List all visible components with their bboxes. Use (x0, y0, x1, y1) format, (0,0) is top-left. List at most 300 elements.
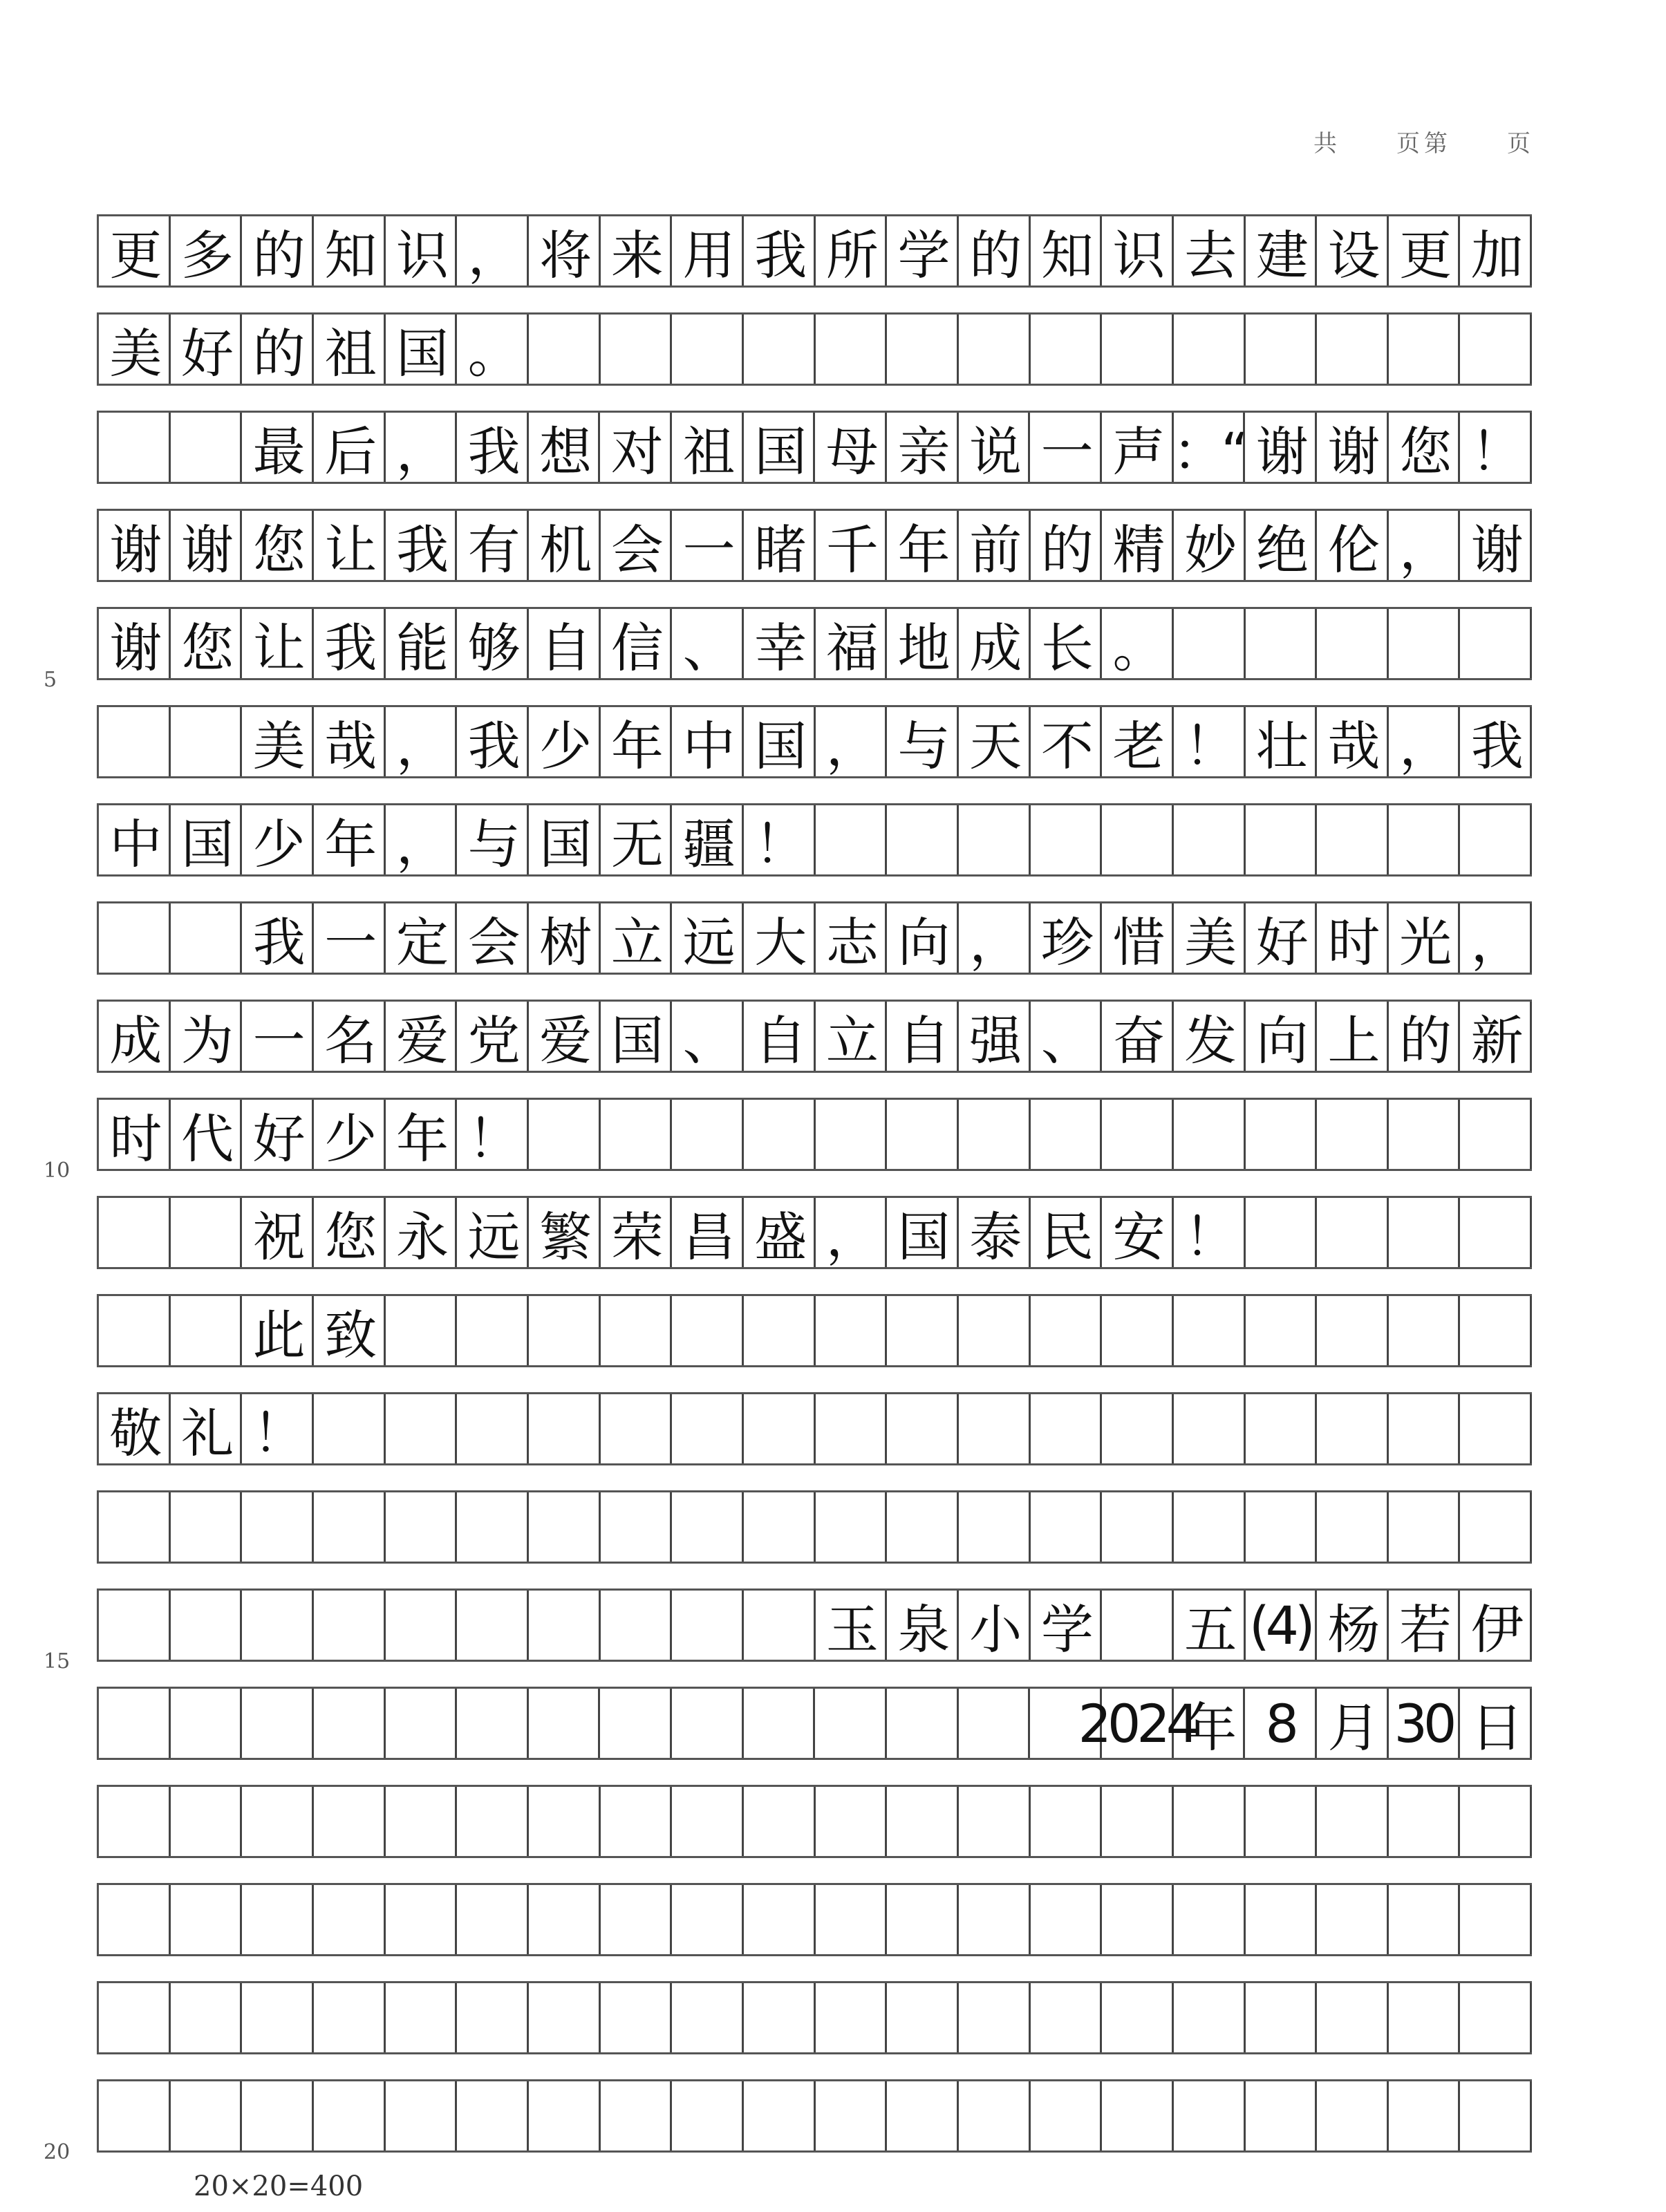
grid-cell: 致 (314, 1296, 386, 1365)
line-number: 20 (44, 2140, 71, 2164)
grid-cell (1102, 1885, 1174, 1954)
grid-cell: 的 (242, 216, 314, 285)
grid-cell: 来 (601, 216, 673, 285)
grid-cell: ， (386, 707, 458, 776)
grid-cell (314, 1689, 386, 1758)
grid-cell (171, 1689, 243, 1758)
grid-cell (457, 1492, 529, 1562)
grid-cell (815, 1689, 887, 1758)
grid-cell (1102, 1787, 1174, 1856)
grid-cell: 去 (1174, 216, 1246, 285)
grid-cell (744, 1492, 816, 1562)
grid-cell: 加 (1460, 216, 1532, 285)
grid-cell: 礼 (171, 1394, 243, 1463)
grid-cell: 自 (887, 1002, 959, 1071)
grid-row (44, 1098, 1532, 1183)
grid-cell: 定 (386, 903, 458, 973)
page-counter-header: 共 页第 页 (1313, 130, 1535, 158)
grid-cell: 敬 (99, 1394, 171, 1463)
grid-cell (1317, 1885, 1389, 1954)
grid-row (44, 2079, 1532, 2164)
grid-cell (1460, 1492, 1532, 1562)
grid-cell: 泉 (887, 1591, 959, 1660)
grid-cell (99, 2081, 171, 2150)
grid-cell (601, 1100, 673, 1169)
grid-cell (1031, 1100, 1103, 1169)
grid-cell (887, 1983, 959, 2052)
grid-cell: 强 (959, 1002, 1031, 1071)
grid-cell (1174, 315, 1246, 384)
grid-cell: 信 (601, 609, 673, 678)
grid-cell (1246, 2081, 1318, 2150)
grid-cell: 五 (1174, 1591, 1246, 1660)
grid-cell (1460, 1100, 1532, 1169)
grid-row (97, 509, 1532, 582)
grid-cell (816, 1787, 888, 1856)
grid-cell (959, 1689, 1031, 1758)
grid-cell: 知 (314, 216, 386, 285)
grid-cell (1246, 1100, 1318, 1169)
grid-cell (601, 1296, 673, 1365)
grid-cell (386, 1492, 458, 1562)
grid-cell (744, 1983, 816, 2052)
grid-cell: 美 (242, 707, 314, 776)
grid-cell: 识 (386, 216, 458, 285)
grid-cell (1174, 1100, 1246, 1169)
grid-cell (1389, 1100, 1461, 1169)
grid-cell: 您 (1389, 413, 1461, 482)
grid-cell (887, 2081, 959, 2150)
grid-cell (1317, 1787, 1389, 1856)
grid-cell: 您 (171, 609, 243, 678)
grid-cell (386, 2081, 458, 2150)
grid-row (97, 411, 1532, 484)
grid-cell: 天 (959, 707, 1031, 776)
grid-cell: 地 (887, 609, 959, 678)
line-number: 10 (44, 1159, 71, 1183)
grid-cell: 祝 (242, 1198, 314, 1267)
grid-cell (171, 707, 243, 776)
grid-cell: 睹 (744, 511, 816, 580)
grid-cell: 大 (744, 903, 816, 973)
grid-cell (1389, 609, 1461, 678)
composition-grid (44, 214, 1532, 2177)
grid-cell: 珍 (1031, 903, 1103, 973)
grid-cell (171, 1885, 243, 1954)
grid-cell: 我 (242, 903, 314, 973)
grid-cell (601, 1885, 673, 1954)
grid-cell (959, 1100, 1031, 1169)
grid-cell (242, 1885, 314, 1954)
grid-cell: 谢 (1245, 413, 1317, 482)
grid-cell (1102, 1591, 1174, 1660)
grid-cell (1460, 609, 1532, 678)
grid-cell (1389, 2081, 1461, 2150)
grid-cell: 够 (457, 609, 529, 678)
grid-cell (959, 1296, 1031, 1365)
grid-cell: 昌 (672, 1198, 744, 1267)
grid-cell: 一 (242, 1002, 314, 1071)
grid-cell (529, 1492, 601, 1562)
grid-cell: 永 (386, 1198, 458, 1267)
grid-cell: ！ (1174, 707, 1246, 776)
grid-cell: 一 (314, 903, 386, 973)
grid-cell (1460, 2081, 1532, 2150)
grid-cell (672, 1100, 744, 1169)
grid-cell: 声 (1102, 413, 1174, 482)
grid-cell: 远 (457, 1198, 529, 1267)
grid-cell (672, 1394, 744, 1463)
grid-cell (99, 1689, 171, 1758)
grid-cell: 与 (887, 707, 959, 776)
grid-cell (887, 1394, 959, 1463)
grid-cell: 的 (1389, 1002, 1461, 1071)
grid-cell: 国 (601, 1002, 673, 1071)
grid-cell (887, 1689, 959, 1758)
grid-cell (1460, 1787, 1532, 1856)
grid-cell: 精 (1102, 511, 1174, 580)
grid-row (44, 607, 1532, 692)
grid-cell (816, 315, 888, 384)
grid-cell: 更 (1389, 216, 1461, 285)
grid-cell: 向 (1246, 1002, 1318, 1071)
grid-cell: ， (386, 805, 458, 874)
grid-cell: 亲 (887, 413, 959, 482)
grid-cell: 说 (959, 413, 1031, 482)
grid-cell: ！ (1174, 1198, 1246, 1267)
grid-cell (816, 1100, 888, 1169)
grid-cell: 少 (242, 805, 314, 874)
grid-cell: 自 (529, 609, 601, 678)
grid-cell (601, 2081, 673, 2150)
grid-cell: 用 (672, 216, 744, 285)
grid-cell: 更 (99, 216, 171, 285)
grid-row (97, 1196, 1532, 1269)
grid-cell: 机 (529, 511, 601, 580)
grid-cell (816, 1885, 888, 1954)
grid-cell: ！ (744, 805, 816, 874)
grid-cell (386, 1689, 458, 1758)
grid-cell: 光 (1389, 903, 1461, 973)
grid-cell (1174, 1296, 1246, 1365)
grid-cell (816, 805, 888, 874)
grid-cell: ！ (457, 1100, 529, 1169)
grid-cell: 杨 (1317, 1591, 1389, 1660)
grid-cell: 立 (816, 1002, 888, 1071)
grid-row (97, 1294, 1532, 1367)
grid-cell: 能 (386, 609, 458, 678)
grid-cell (99, 413, 171, 482)
grid-cell (1389, 1198, 1461, 1267)
grid-cell: 祖 (672, 413, 744, 482)
grid-cell: 为 (171, 1002, 243, 1071)
grid-row (97, 1490, 1532, 1564)
grid-cell (242, 1983, 314, 2052)
grid-cell (99, 1492, 171, 1562)
grid-cell (171, 1983, 243, 2052)
grid-cell: 美 (99, 315, 171, 384)
grid-cell: 代 (171, 1100, 243, 1169)
grid-cell: 国 (171, 805, 243, 874)
grid-cell: 后 (314, 413, 386, 482)
grid-cell (314, 1591, 386, 1660)
grid-cell (672, 1296, 744, 1365)
grid-cell (1460, 1394, 1532, 1463)
line-number: 15 (44, 1649, 71, 1674)
grid-cell (457, 1394, 529, 1463)
grid-cell: 党 (457, 1002, 529, 1071)
grid-cell (600, 1689, 672, 1758)
grid-size-footer: 20×20=400 (194, 2171, 364, 2202)
grid-cell: 繁 (529, 1198, 601, 1267)
grid-cell: 月 (1317, 1689, 1389, 1758)
grid-cell (959, 1885, 1031, 1954)
grid-cell (386, 1787, 458, 1856)
grid-row (97, 901, 1532, 975)
grid-cell (744, 2081, 816, 2150)
grid-cell (1031, 1492, 1103, 1562)
grid-cell: 安 (1102, 1198, 1174, 1267)
grid-cell: 一 (672, 511, 744, 580)
grid-cell (816, 1296, 888, 1365)
grid-cell (99, 1787, 171, 1856)
grid-cell (887, 1885, 959, 1954)
grid-cell (744, 1591, 816, 1660)
grid-cell: 建 (1246, 216, 1318, 285)
grid-cell (1174, 1394, 1246, 1463)
grid-cell (1102, 2081, 1174, 2150)
grid-cell (744, 1100, 816, 1169)
grid-cell: 有 (457, 511, 529, 580)
grid-cell: 我 (744, 216, 816, 285)
grid-cell: ， (386, 413, 458, 482)
grid-cell (457, 1885, 529, 1954)
grid-row (97, 803, 1532, 877)
grid-cell: 小 (959, 1591, 1031, 1660)
grid-cell (1389, 1296, 1461, 1365)
grid-cell (1102, 1983, 1174, 2052)
grid-row (44, 1588, 1532, 1674)
grid-cell (887, 1100, 959, 1169)
grid-cell (386, 1296, 458, 1365)
grid-cell: 民 (1031, 1198, 1103, 1267)
grid-cell: 年 (386, 1100, 458, 1169)
grid-cell: 我 (386, 511, 458, 580)
grid-cell: 所 (816, 216, 888, 285)
grid-cell: 志 (816, 903, 888, 973)
grid-cell: 泰 (959, 1198, 1031, 1267)
grid-cell: 发 (1174, 1002, 1246, 1071)
grid-cell (171, 2081, 243, 2150)
grid-cell (1102, 1492, 1174, 1562)
grid-cell (171, 1492, 243, 1562)
grid-cell (672, 1492, 744, 1562)
line-number: 5 (44, 668, 57, 692)
grid-cell (1031, 1787, 1103, 1856)
grid-cell (1031, 1983, 1103, 2052)
grid-cell: 福 (816, 609, 888, 678)
grid-cell: 爱 (386, 1002, 458, 1071)
grid-cell (314, 1983, 386, 2052)
grid-cell (601, 315, 673, 384)
grid-cell: 。 (1102, 609, 1174, 678)
grid-cell (816, 1983, 888, 2052)
grid-cell (457, 1787, 529, 1856)
grid-cell: 国 (744, 413, 816, 482)
grid-cell (1174, 1983, 1246, 2052)
grid-cell (1174, 805, 1246, 874)
grid-cell: ：“ (1174, 413, 1246, 482)
grid-cell (242, 1787, 314, 1856)
grid-cell (601, 1787, 673, 1856)
grid-cell (1317, 1198, 1389, 1267)
grid-cell (887, 1787, 959, 1856)
grid-cell: 成 (99, 1002, 171, 1071)
grid-cell: 多 (171, 216, 243, 285)
grid-row (97, 214, 1532, 288)
grid-cell (744, 1787, 816, 1856)
grid-cell: ！ (242, 1394, 314, 1463)
grid-row (97, 705, 1532, 778)
grid-cell: 名 (314, 1002, 386, 1071)
grid-cell (171, 1296, 243, 1365)
grid-cell (887, 1296, 959, 1365)
grid-cell: 我 (457, 413, 529, 482)
grid-cell: 伊 (1460, 1591, 1532, 1660)
grid-cell (1246, 1492, 1318, 1562)
grid-cell (1317, 1983, 1389, 2052)
grid-cell (1389, 1492, 1461, 1562)
grid-cell (457, 1689, 529, 1758)
grid-cell (314, 1492, 386, 1562)
grid-cell: 国 (744, 707, 816, 776)
grid-cell (242, 1689, 314, 1758)
grid-cell (887, 1492, 959, 1562)
grid-cell (672, 1689, 744, 1758)
grid-cell: 好 (1246, 903, 1318, 973)
grid-cell: 祖 (314, 315, 386, 384)
grid-cell: 无 (601, 805, 673, 874)
grid-cell: 好 (171, 315, 243, 384)
grid-cell (744, 1296, 816, 1365)
grid-cell: 对 (600, 413, 672, 482)
grid-cell (386, 1885, 458, 1954)
grid-cell: ， (1460, 903, 1532, 973)
grid-cell (1389, 1983, 1461, 2052)
grid-cell (99, 707, 171, 776)
grid-cell: 年 (314, 805, 386, 874)
grid-cell (672, 315, 744, 384)
grid-cell: ， (816, 1198, 888, 1267)
grid-cell (457, 1591, 529, 1660)
grid-cell (1174, 1787, 1246, 1856)
grid-cell: 伦 (1317, 511, 1389, 580)
grid-cell: 、 (672, 609, 744, 678)
grid-cell: 年 (1174, 1689, 1246, 1758)
grid-cell (99, 1885, 171, 1954)
grid-cell (99, 1296, 171, 1365)
grid-cell (1174, 2081, 1246, 2150)
grid-cell (529, 1983, 601, 2052)
grid-cell: (4) (1246, 1591, 1318, 1660)
grid-cell (99, 1591, 171, 1660)
grid-cell: 母 (815, 413, 887, 482)
grid-cell: 奋 (1102, 1002, 1174, 1071)
grid-cell (887, 805, 959, 874)
grid-cell (959, 805, 1031, 874)
grid-cell (314, 1885, 386, 1954)
grid-row (97, 1785, 1532, 1858)
grid-cell: 知 (1031, 216, 1103, 285)
grid-cell (744, 1689, 816, 1758)
grid-cell: 前 (959, 511, 1031, 580)
grid-cell (1460, 1198, 1532, 1267)
grid-cell: 我 (314, 609, 386, 678)
grid-cell (1460, 1885, 1532, 1954)
grid-cell (99, 903, 171, 973)
grid-cell (1031, 1296, 1103, 1365)
grid-cell: 学 (887, 216, 959, 285)
grid-cell: ， (959, 903, 1031, 973)
grid-cell: ， (1389, 511, 1461, 580)
grid-cell: 盛 (744, 1198, 816, 1267)
grid-cell (1102, 315, 1174, 384)
grid-cell (959, 1787, 1031, 1856)
grid-cell (242, 1591, 314, 1660)
grid-cell: 谢 (99, 609, 171, 678)
grid-cell (887, 315, 959, 384)
grid-cell (1246, 1983, 1318, 2052)
grid-cell: 哉 (314, 707, 386, 776)
grid-cell: 疆 (672, 805, 744, 874)
grid-cell (529, 2081, 601, 2150)
grid-cell (1246, 1198, 1318, 1267)
grid-cell (1460, 1983, 1532, 2052)
grid-cell (672, 1885, 744, 1954)
grid-cell (529, 1689, 601, 1758)
grid-cell: 将 (529, 216, 601, 285)
grid-cell: 老 (1102, 707, 1174, 776)
grid-cell (959, 2081, 1031, 2150)
grid-cell: 谢 (1460, 511, 1532, 580)
grid-cell (99, 1198, 171, 1267)
grid-cell: 您 (242, 511, 314, 580)
grid-cell (1102, 1296, 1174, 1365)
grid-cell (1317, 609, 1389, 678)
grid-cell: 惜 (1102, 903, 1174, 973)
grid-cell (1317, 1394, 1389, 1463)
grid-cell: 一 (1030, 413, 1102, 482)
grid-cell (1246, 609, 1318, 678)
grid-cell: 您 (314, 1198, 386, 1267)
grid-cell: 2024 (1102, 1689, 1174, 1758)
grid-cell: 绝 (1246, 511, 1318, 580)
grid-cell: 少 (529, 707, 601, 776)
grid-row (97, 1981, 1532, 2054)
grid-cell (672, 1591, 744, 1660)
grid-cell (1460, 1296, 1532, 1365)
grid-cell (457, 1983, 529, 2052)
grid-cell (1031, 2081, 1103, 2150)
grid-cell (386, 1394, 458, 1463)
grid-cell: ， (816, 707, 888, 776)
grid-row (97, 1392, 1532, 1465)
grid-cell (1102, 1100, 1174, 1169)
grid-cell (1460, 805, 1532, 874)
grid-cell (1317, 2081, 1389, 2150)
grid-cell: 国 (386, 315, 458, 384)
grid-cell: 30 (1389, 1689, 1461, 1758)
